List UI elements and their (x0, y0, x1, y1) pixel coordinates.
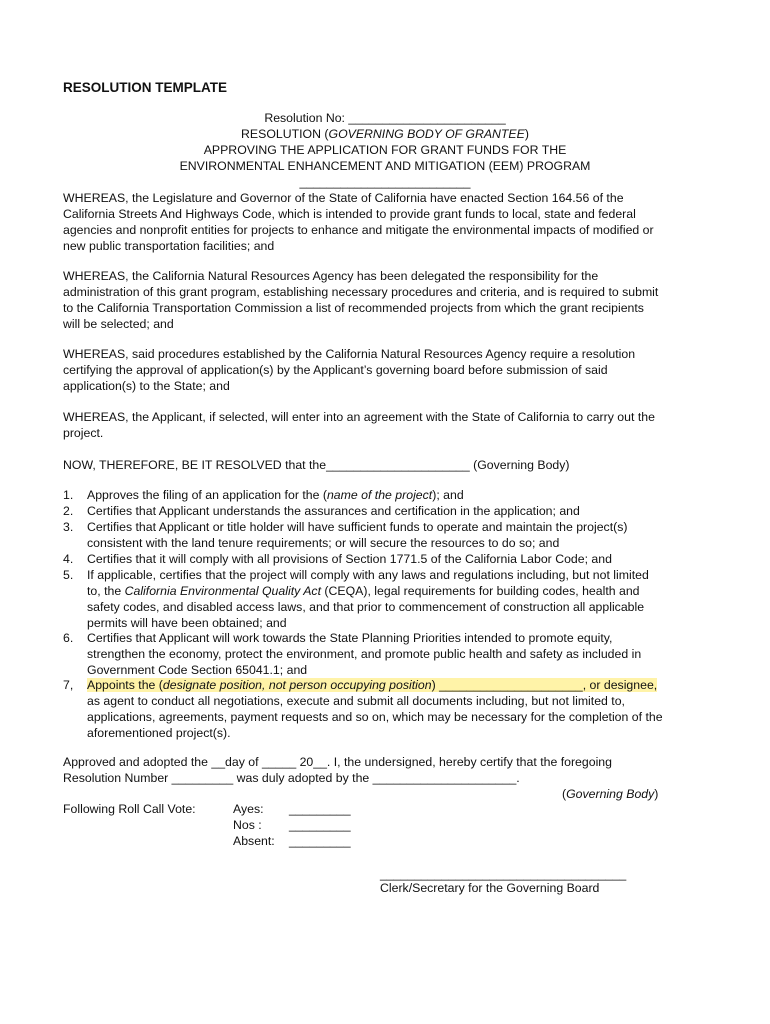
item-6 (87, 630, 727, 678)
item-4 (87, 551, 727, 567)
position-placeholder: designate position, not person occupying position (162, 678, 432, 692)
text-line: project. (63, 426, 104, 440)
text-line: aforementioned project(s). (87, 726, 231, 740)
text-line: WHEREAS, the Legislature and Governor of the State of California have enacted Section 164.56 of the (63, 191, 624, 205)
text-line: applications, agreements, payment requests and so on, which may be necessary for the completion of the (87, 710, 663, 724)
text-line: as agent to conduct all negotiations, execute and submit all documents including, but not limited to, (87, 694, 625, 708)
item-2 (87, 503, 727, 519)
text-line: permits will have been obtained; and (87, 616, 287, 630)
text-line: to the California Transportation Commission a list of recommended projects from which the grant recipients (63, 301, 644, 315)
whereas-paragraph-4 (63, 409, 713, 441)
resolution-heading (0, 126, 770, 142)
item-number-6: 6. (63, 631, 74, 645)
item-number-1: 1. (63, 488, 74, 502)
governing-body-grantee: GOVERNING BODY OF GRANTEE (328, 127, 525, 141)
text-span: ) _____________________, or designee, (431, 678, 658, 692)
document-title: RESOLUTION TEMPLATE (63, 80, 227, 95)
item-5 (87, 567, 727, 631)
text-line: Certifies that it will comply with all provisions of Section 1771.5 of the California Labor Code; and (87, 552, 612, 566)
text-line: safety codes, and disabled access laws, and that prior to commencement of construction all applicable (87, 600, 645, 614)
text-line: administration of this grant program, establishing necessary procedures and criteria, and is required to submit (63, 285, 659, 299)
item-number-3: 3. (63, 520, 74, 534)
text-line: If applicable, certifies that the project will comply with any laws and regulations including, but not limited (87, 568, 649, 582)
absent-label: Absent: (233, 834, 275, 848)
project-name-placeholder: name of the project (326, 488, 433, 502)
ceqa-name: California Environmental Quality Act (124, 584, 321, 598)
nos-label: Nos : (233, 818, 262, 832)
item-1-text: Approves the filing of an application for the ( (87, 488, 327, 502)
item-7 (87, 677, 727, 741)
heading-line-1: APPROVING THE APPLICATION FOR GRANT FUNDS FOR THE (203, 143, 567, 157)
heading-rule: _________________________ (299, 175, 471, 189)
ayes-blank: _________ (289, 802, 351, 816)
resolution-prefix: RESOLUTION ( (241, 127, 329, 141)
paren-open: ( (562, 787, 567, 801)
text-line: Certifies that Applicant will work towards the State Planning Priorities intended to promote equity, (87, 631, 613, 645)
approval-line-2: Resolution Number _________ was duly adopted by the _____________________. (63, 771, 520, 785)
governing-body-label (562, 786, 658, 802)
resolution-number: Resolution No: _______________________ (264, 111, 506, 125)
nos-blank: _________ (289, 818, 351, 832)
item-1-text-end: ); and (432, 488, 464, 502)
resolution-suffix: ) (524, 127, 529, 141)
whereas-paragraph-3 (63, 346, 713, 394)
text-line: WHEREAS, said procedures established by the California Natural Resources Agency require a resolution (63, 347, 636, 361)
item-3 (87, 519, 727, 551)
text-line: new public transportation facilities; and (63, 239, 275, 253)
text-span: Appoints the ( (87, 678, 163, 692)
text-line: WHEREAS, the California Natural Resources Agency has been delegated the responsibility for the (63, 269, 599, 283)
highlighted-appointment (87, 678, 657, 692)
absent-blank: _________ (289, 834, 351, 848)
resolved-statement: NOW, THEREFORE, BE IT RESOLVED that the_____________________ (Governing Body) (63, 458, 570, 472)
text-line: WHEREAS, the Applicant, if selected, will enter into an agreement with the State of California to carry out the (63, 410, 655, 424)
whereas-paragraph-1 (63, 190, 713, 254)
text-line: Certifies that Applicant understands the assurances and certification in the application; and (87, 504, 580, 518)
heading-line-2: ENVIRONMENTAL ENHANCEMENT AND MITIGATION (EEM) PROGRAM (179, 159, 591, 173)
ayes-label: Ayes: (233, 802, 264, 816)
text-line: consistent with the land tenure requirements; or will secure the resources to do so; and (87, 536, 560, 550)
signature-caption: Clerk/Secretary for the Governing Board (380, 881, 600, 895)
text-line: will be selected; and (63, 317, 174, 331)
text-line: certifying the approval of application(s) by the Applicant’s governing board before submission of said (63, 363, 608, 377)
text-line: strengthen the economy, protect the environment, and promote public health and safety as included in (87, 647, 642, 661)
item-number-7: 7, (63, 678, 74, 692)
text-line: agencies and nonprofit entities for projects to enhance and mitigate the environmental impacts of modified or (63, 223, 654, 237)
approval-line-1: Approved and adopted the __day of _____ 20__. I, the undersigned, hereby certify that the foregoing (63, 755, 612, 769)
text-line: Government Code Section 65041.1; and (87, 663, 308, 677)
text-span: to, the (87, 584, 125, 598)
item-number-5: 5. (63, 568, 74, 582)
governing-body-text: Governing Body (566, 787, 655, 801)
text-line: California Streets And Highways Code, which is intended to provide grant funds to local, state and federal (63, 207, 636, 221)
text-line: application(s) to the State; and (63, 379, 230, 393)
paren-close: ) (654, 787, 659, 801)
text-span: (CEQA), legal requirements for building codes, health and (321, 584, 640, 598)
text-line: Certifies that Applicant or title holder will have sufficient funds to operate and maintain the project(s) (87, 520, 628, 534)
whereas-paragraph-2 (63, 268, 713, 332)
item-number-2: 2. (63, 504, 74, 518)
item-1 (87, 487, 727, 503)
roll-call-label: Following Roll Call Vote: (63, 802, 196, 816)
signature-line: ____________________________________ (380, 867, 627, 881)
item-number-4: 4. (63, 552, 74, 566)
